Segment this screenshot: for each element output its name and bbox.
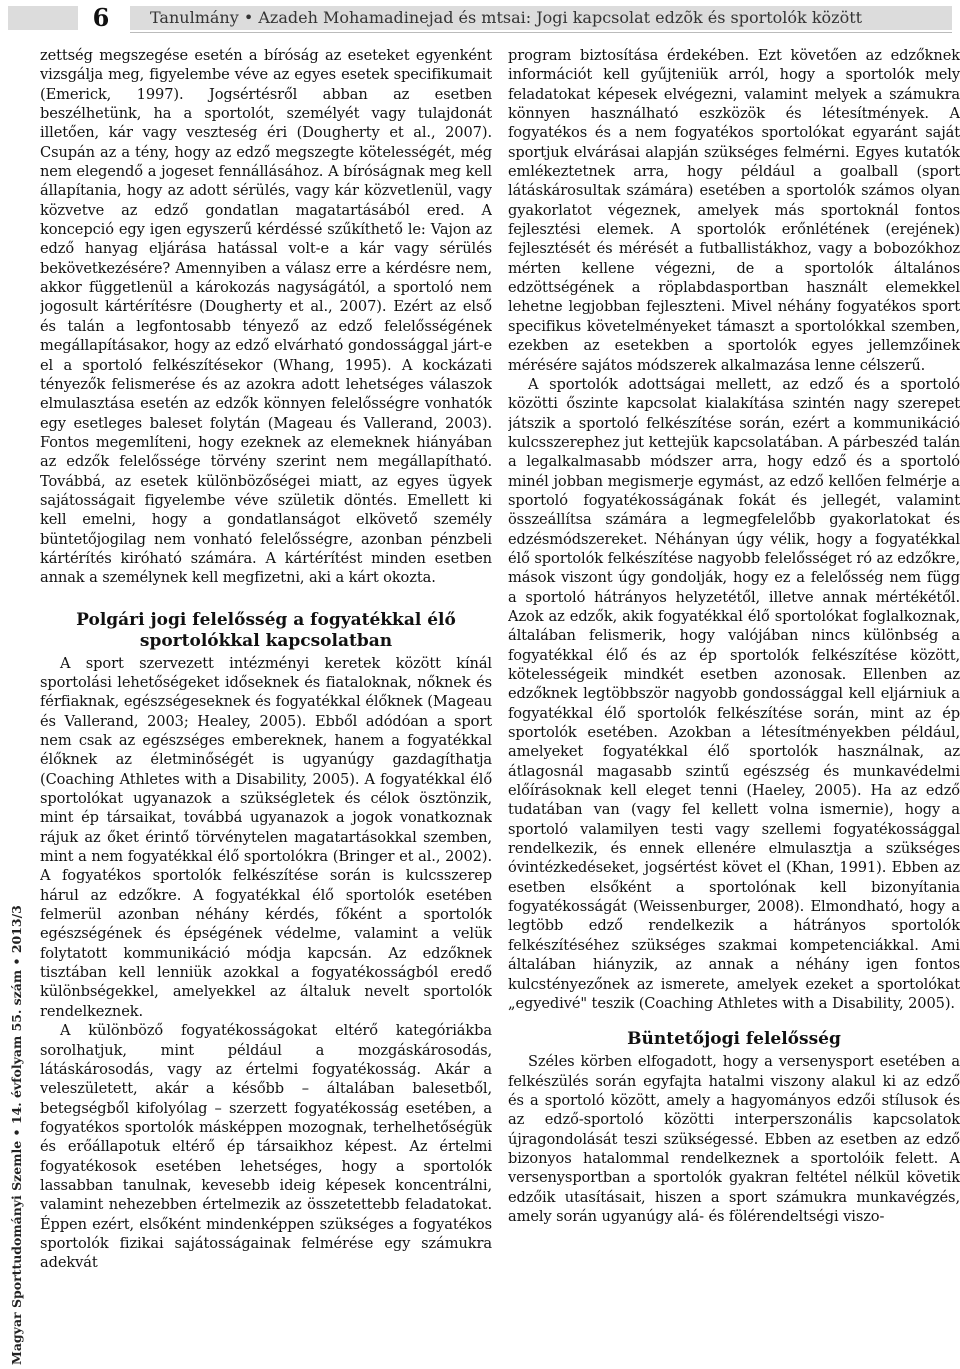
page-number: 6 (92, 3, 110, 32)
running-title: Tanulmány • Azadeh Mohamadinejad és mtsai: Jogi kapcsolat edzõk és sportolók között (150, 8, 863, 27)
journal-sidebar (6, 905, 28, 1365)
journal-citation: Magyar Sporttudományi Szemle • 14. évfolyam 55. szám • 2013/3 (9, 905, 24, 1365)
running-title-band (130, 6, 952, 30)
header-decor-box (8, 6, 78, 30)
right-paragraph-1: program biztosítása érdekében. Ezt követően az edzőknek információt kell gyűjteniük arról, hogy a sportolók mely feladatokat képesek elvégezni, valamint melyek a számukra könnyen használható eszközök és létesítmények. A fogyatékos és a nem fogyatékos sportolókat egyaránt saját sportjuk elvárásai alapján szükséges felmérni. Egyes kutatók emlékeztetnek arra, hogy például a goalball (sport látáskárosultak számára) esetében a sportolók számos olyan gyakorlatot végeznek, amelyek más sportoknál fontos fejlesztési elemek. A sportolók erőnlétének (erejének) fejlesztését és mérését a futballistákhoz, vagy a bobozókhoz mérten kellene végezni, de a sportolók általános edzöttségének a röplabdasportban használt elemekkel lehetne legjobban fejleszteni. Mivel néhány fogyatékos sport specifikus követelményeket támaszt a sportolókkal szemben, ezekben az esetekben a sportolók egyes jellemzőinek mérésére sajátos módszerek alkalmazása lenne célszerű. (508, 47, 960, 374)
left-paragraph-1: zettség megszegése esetén a bíróság az eseteket egyenként vizsgálja meg, figyelembe véve az egyes esetek specifikumait (Emerick, 1997). Jogsértésről abban az esetben beszélhetünk, ha a sportolót, személyét vagy tulajdonát illetően, kár vagy veszteség éri (Dougherty et al., 2007). Csupán az a tény, hogy az edző megszegte kötelességét, még nem elegendő a jogeset fennállásához. A bíróságnak meg kell állapítania, hogy az adott sérülés, vagy kár közvetlenül, vagy közvetve az edző gondatlan magatartásából ered. A koncepció egy igen egyszerű kérdéssé szűkíthető le: Vajon az edző hanyag eljárása hatással volt-e a kár vagy sérülés bekövetkezésére? Amennyiben a válasz erre a kérdésre nem, akkor függetlenül a károkozás nagyságától, a sportoló nem jogosult kártérítésre (Dougherty et al., 2007). Ezért az első és talán a legfontosabb tényező az edző felelősségének megállapításakor, hogy az edző elvárható gondossággal járt-e el a sportoló felkészítésekor (Whang, 1995). A kockázati tényezők felismerése és az azokra adott lehetséges válaszok elmulasztása esetén az edzők könnyen felelősségre vonhatók egy esetleges baleset folytán (Mageau és Vallerand, 2003). Fontos megemlíteni, hogy ezeknek az elemeknek hiányában az edzők felelőssége törvény szerint nem megállapítható. Továbbá, az esetek különbözőségei miatt, az egyes ügyek sajátosságait figyelembe véve születik döntés. Emellett ki kell emelni, hogy a gondatlanságot elkövető személy büntetőjogilag nem vonható felelősségre, azonban pénzbeli kártérítés kiróható számára. A kártérítést minden esetben annak a személynek kell megfizetni, aki a kárt okozta. (40, 47, 492, 587)
section-heading-criminal-liability: Büntetőjogi felelősség (627, 1029, 841, 1050)
running-header (0, 0, 960, 42)
right-paragraph-2: A sportolók adottságai mellett, az edző és a sportoló közötti őszinte kapcsolat kialakítása szintén nagy szerepet játszik a sportoló felkészítése során, ezért a kommunikáció kulcsszerephez jut kettejük kapcsolatában. A párbeszéd talán a legalkalmasabb módszer arra, hogy edző és a sportoló minél jobban megismerje egymást, az edző kellően felmérje a sportoló fogyatékosságának fokát és jellegét, valamint összeállítsa számára a legmegfelelőbb gyakorlatokat és edzésmódszereket. Néhányan úgy vélik, hogy a fogyatékkal élő sportolók felkészítése nagyobb felelősséget ró az edzőkre, mások viszont úgy gondolják, hogy ez a felelősség nem függ a sportoló hátrányos helyzetétől, illetve annak mértékétől. Azok az edzők, akik fogyatékkal élő sportolókat foglalkoznak, általában felismerik, hogy valójában nincs különbség a fogyatékkal élő és az ép sportolók felkészítése között, kötelességeik mindkét esetben azonosak. Ellenben az edzőknek legtöbbször nagyobb gondossággal kell eljárniuk a fogyatékkal élő sportolók felkészítése során, mint az ép sportolók esetében. Azokban a létesítményekben például, amelyeket fogyatékkal élő sportolók használnak, az átlagosnál magasabb szintű egészség és munkavédelmi előírásoknak kell eleget tenni (Haeley, 2005). Ha az edző tudatában van (vagy fel kellett volna ismernie), hogy a sportoló valamilyen testi vagy szellemi fogyatékossággal rendelkezik, és ennek ellenére elmulasztja a szükséges óvintézkedéseket, jogsértést követ el (Khan, 1991). Ebben az esetben elsőként a sportolónak kell bizonyítania fogyatékosságát (Weissenburger, 2008). Elmondható, hogy a legtöbb edző rendelkezik a hátrányos sportolók felkészítéséhez szükséges szakmai kompetenciákkal. Ami általában hiányzik, az annak a néhány igen fontos kulcstényezőnek az ismerete, amelyek ezeket a sportolókat „egyedivé" teszik (Coaching Athletes with a Disability, 2005). (508, 375, 960, 1012)
left-paragraph-2: A sport szervezett intézményi keretek között kínál sportolási lehetőségeket időseknek és fiataloknak, nőknek és férfiaknak, egészségeseknek és fogyatékkal élőknek (Mageau és Vallerand, 2003; Healey, 2005). Ebből adódóan a sport nem csak az egészséges embereknek, hanem a fogyatékkal élőknek az életminőségét is ugyanúgy gazdagíthatja (Coaching Athletes with a Disability, 2005). A fogyatékkal élő sportolókat ugyanazok a szükségletek és célok ösztönzik, mint ép társaikat, továbbá ugyanazok a jogok vonatkoznak rájuk az őket érintő törvénytelen magatartásokkal szemben, mint a nem fogyatékkal élő sportolókra (Bringer et al., 2002). A fogyatékos sportolók felkészítése során is kulcsszerep hárul az edzőkre. A fogyatékkal élő sportolók esetében felmerül azonban néhány kérdés, főként a sportolók egészségének és épségének védelme, valamint a velük folytatott kommunikáció módja kapcsán. Az edzőknek tisztában kell lenniük azokkal a fogyatékosságból eredő különbségekkel, amelyekkel az általuk nevelt sportolók rendelkeznek. (40, 654, 492, 1020)
right-column (508, 46, 960, 1364)
left-paragraph-3: A különböző fogyatékosságokat eltérő kategóriákba sorolhatjuk, mint például a mozgáskárosodás, látáskárosodás, vagy az értelmi fogyatékosság. Akár a veleszületett, akár a később – általában balesetből, betegségből kifolyólag – szerzett fogyatékosság esetében, a fogyatékos sportolók másképpen mozognak, terhelhetőségük és erőállapotuk eltérő ép társaikhoz képest. Az értelmi fogyatékosok esetében lehetséges, hogy a sportolók lassabban tanulnak, kevesebb ideig képesek koncentrálni, valamint nehezebben értelmezik az összetettebb feladatokat. Éppen ezért, elsőként mindenképpen szükséges a fogyatékos sportolók fizikai sajátosságainak felmérése egy számukra adekvát (40, 1022, 492, 1272)
header-rule (130, 32, 952, 33)
right-paragraph-3: Széles körben elfogadott, hogy a versenysport esetében a felkészülés során egyfajta hatalmi viszony alakul ki az edző és a sportoló között, amely a hagyományos edzői stílusok és az edző-sportoló közötti interperszonális kapcsolatok újragondolását teszi szükségessé. Ebben az esetben az edző bizonyos hatalommal rendelkeznek a sportolóik felett. A versenysportban a sportolók gyakran feltétel nélkül követik edzőik utasításait, hiszen a sport számukra munkavégzés, amely során ugyanúgy alá- és fölérendeltségi viszo- (508, 1053, 960, 1225)
section-heading-civil-liability: Polgári jogi felelősség a fogyatékkal élő sportolókkal kapcsolatban (76, 609, 456, 651)
left-column (40, 46, 492, 1364)
